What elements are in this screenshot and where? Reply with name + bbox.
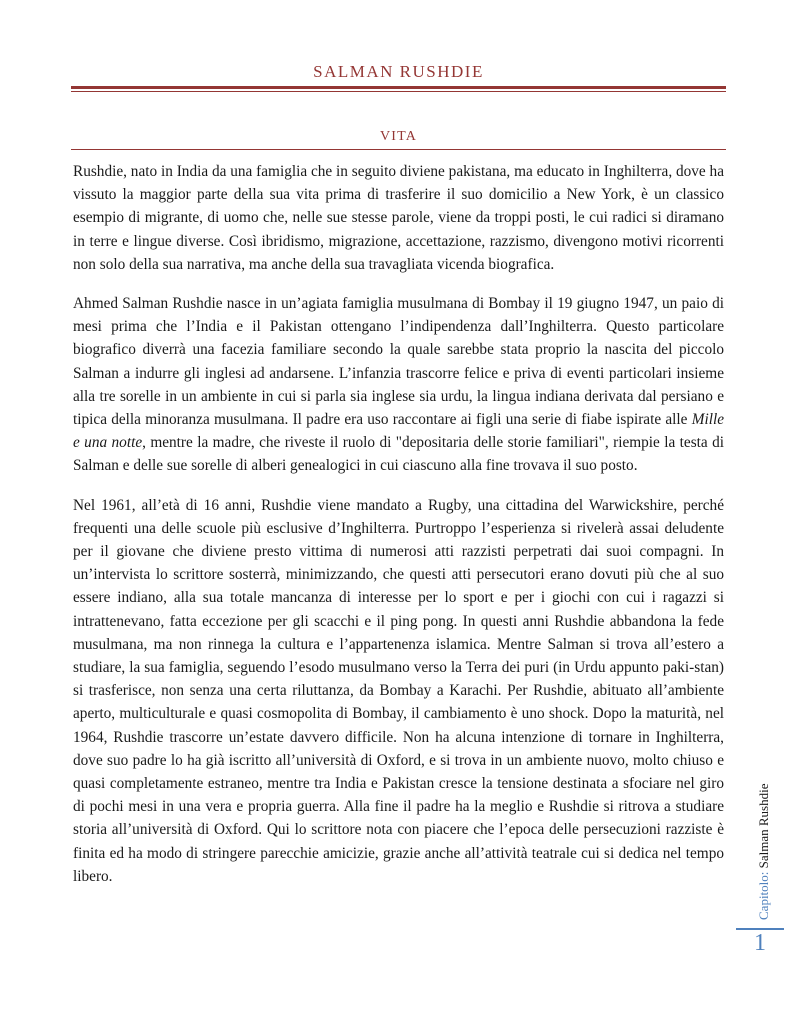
chapter-side-label [756,780,774,920]
page-number: 1 [754,930,766,956]
chapter-prefix: Capitolo: [756,871,771,920]
running-header-title: SALMAN RUSHDIE [313,62,484,81]
paragraph-3: Nel 1961, all’età di 16 anni, Rushdie viene mandato a Rugby, una cittadina del Warwickshire, perché frequenti una delle scuole più esclusive d’Inghilterra. Purtroppo l’esperienza si rivelerà assai deludente per il giovane che diviene presto vittima di numerosi atti razzisti perpetrati dai suoi compagni. In un’intervista lo scrittore sosterrà, minimizzando, che questi atti persecutori erano dovuti più che al suo essere indiano, alla sua totale mancanza di interesse per lo sport e per i giochi con cui i ragazzi si intrattenevano, fatta eccezione per gli scacchi e il ping pong. In questi anni Rushdie abbandona la fede musulmana, ma non rinnega la cultura e l’appartenenza islamica. Mentre Salman si trova all’estero a studiare, la sua famiglia, seguendo l’esodo musulmano verso la Terra dei puri (in Urdu appunto paki-stan) si trasferisce, non senza una certa riluttanza, da Bombay a Karachi. Per Rushdie, abituato all’ambiente aperto, multiculturale e quasi cosmopolita di Bombay, il cambiamento è uno shock. Dopo la maturità, nel 1964, Rushdie trascorre un’estate davvero difficile. Non ha alcuna intenzione di tornare in Inghilterra, dove suo padre lo ha già iscritto all’università di Oxford, e si trova in un ambiente nuovo, molto chiuso e quasi completamente estraneo, mentre tra India e Pakistan cresce la tensione destinata a sfociare nel giro di pochi mesi in una vera e propria guerra. Alla fine il padre ha la meglio e Rushdie si ritrova a studiare storia all’università di Oxford. Qui lo scrittore nota con piacere che l’epoca delle persecuzioni razziste è finita ed ha modo di stringere parecchie amicizie, grazie anche all’attività teatrale cui si dedica nel tempo libero. [73,496,724,885]
paragraph-2-text-b: , mentre la madre, che riveste il ruolo di "depositaria delle storie familiari", riempie la testa di Salman e delle sue sorelle di alberi genealogici in cui ciascuno alla fine trovava il suo posto. [73,434,724,475]
chapter-name: Salman Rushdie [756,783,771,872]
book-title-italic: Mille e una notte [73,411,724,452]
section-heading: VITA [379,129,418,144]
header-rule-thick [71,86,726,89]
paragraph-2 [73,292,724,478]
paragraph-2-text-a: Ahmed Salman Rushdie nasce in un’agiata famiglia musulmana di Bombay il 19 giugno 1947, un paio di mesi prima che l’India e il Pakistan ottengano l’indipendenza dall’Inghilterra. Questo particolare biografico diverrà una facezia familiare secondo la quale sarebbe stata proprio la nascita del piccolo Salman a indurre gli inglesi ad andarsene. L’infanzia trascorre felice e priva di eventi particolari insieme alla tre sorelle in un ambiente in cui si parla sia inglese sia urdu, la lingua indiana derivata dal persiano e tipica della minoranza musulmana. Il padre era uso raccontare ai figli una serie di fiabe ispirate alle [73,295,724,429]
header-rule-thin [71,91,726,92]
body-text [73,160,724,904]
section-rule [71,149,726,150]
paragraph-1: Rushdie, nato in India da una famiglia che in seguito diviene pakistana, ma educato in Inghilterra, dove ha vissuto la maggior parte della sua vita prima di trasferire il suo domicilio a New York, è un classico esempio di migrante, di uomo che, nelle sue stesse parole, viene da troppi posti, le cui radici si diramano in terre e lingue diverse. Così ibridismo, migrazione, accettazione, razzismo, divengono motivi ricorrenti non solo della sua narrativa, ma anche della sua travagliata vicenda biografica. [73,163,724,273]
